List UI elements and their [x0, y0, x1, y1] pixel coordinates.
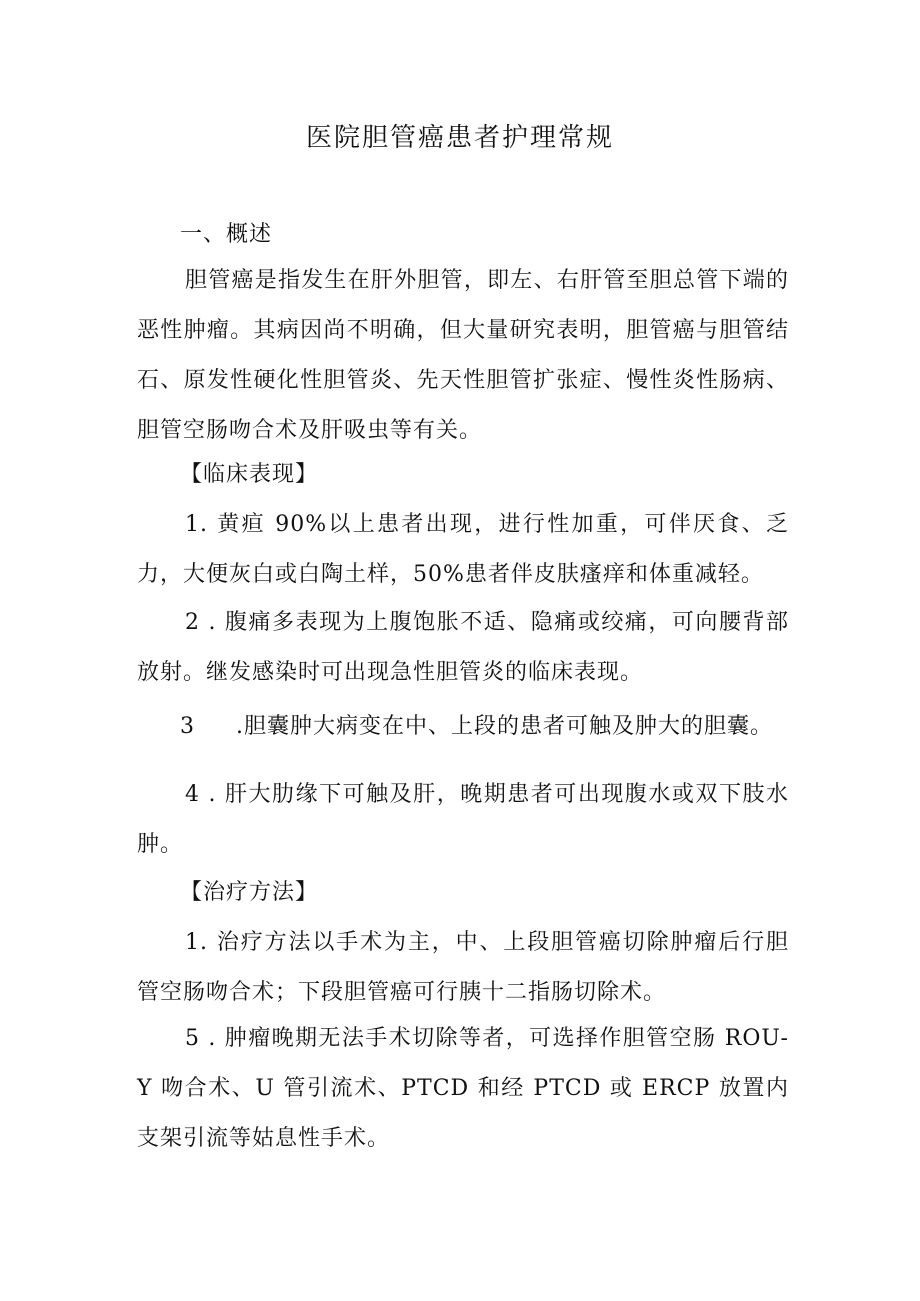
clinical-item-1: 1. 黄疸 90%以上患者出现，进行性加重，可伴厌食、乏力，大便灰白或白陶土样，50%患者伴皮肤瘙痒和体重减轻。	[137, 512, 789, 587]
clinical-item-3-number: 3	[180, 714, 195, 739]
clinical-item-2: 2 . 腹痛多表现为上腹饱胀不适、隐痛或绞痛，可向腰背部放射。继发感染时可出现急性胆管炎的临床表现。	[137, 610, 789, 685]
clinical-item-3-text: .胆囊肿大病变在中、上段的患者可触及肿大的胆囊。	[236, 714, 773, 739]
clinical-item-4: 4 . 肝大肋缘下可触及肝，晚期患者可出现腹水或双下肢水肿。	[137, 782, 789, 857]
treatment-heading: 【治疗方法】	[180, 880, 319, 905]
treatment-item-1: 1. 治疗方法以手术为主，中、上段胆管癌切除肿瘤后行胆管空肠吻合术；下段胆管癌可行胰十二指肠切除术。	[137, 930, 789, 1005]
overview-paragraph: 胆管癌是指发生在肝外胆管，即左、右肝管至胆总管下端的恶性肿瘤。其病因尚不明确，但大量研究表明，胆管癌与胆管结石、原发性硬化性胆管炎、先天性胆管扩张症、慢性炎性肠病、胆管空肠吻合术及肝吸虫等有关。	[137, 268, 789, 443]
clinical-item-3	[180, 702, 773, 752]
overview-heading: 一、概述	[180, 222, 273, 247]
treatment-item-5: 5 . 肿瘤晚期无法手术切除等者，可选择作胆管空肠 ROU-Y 吻合术、U 管引流术、PTCD 和经 PTCD 或 ERCP 放置内支架引流等姑息性手术。	[137, 1026, 789, 1151]
document-title: 医院胆管癌患者护理常规	[305, 123, 614, 153]
clinical-heading: 【临床表现】	[180, 462, 319, 487]
